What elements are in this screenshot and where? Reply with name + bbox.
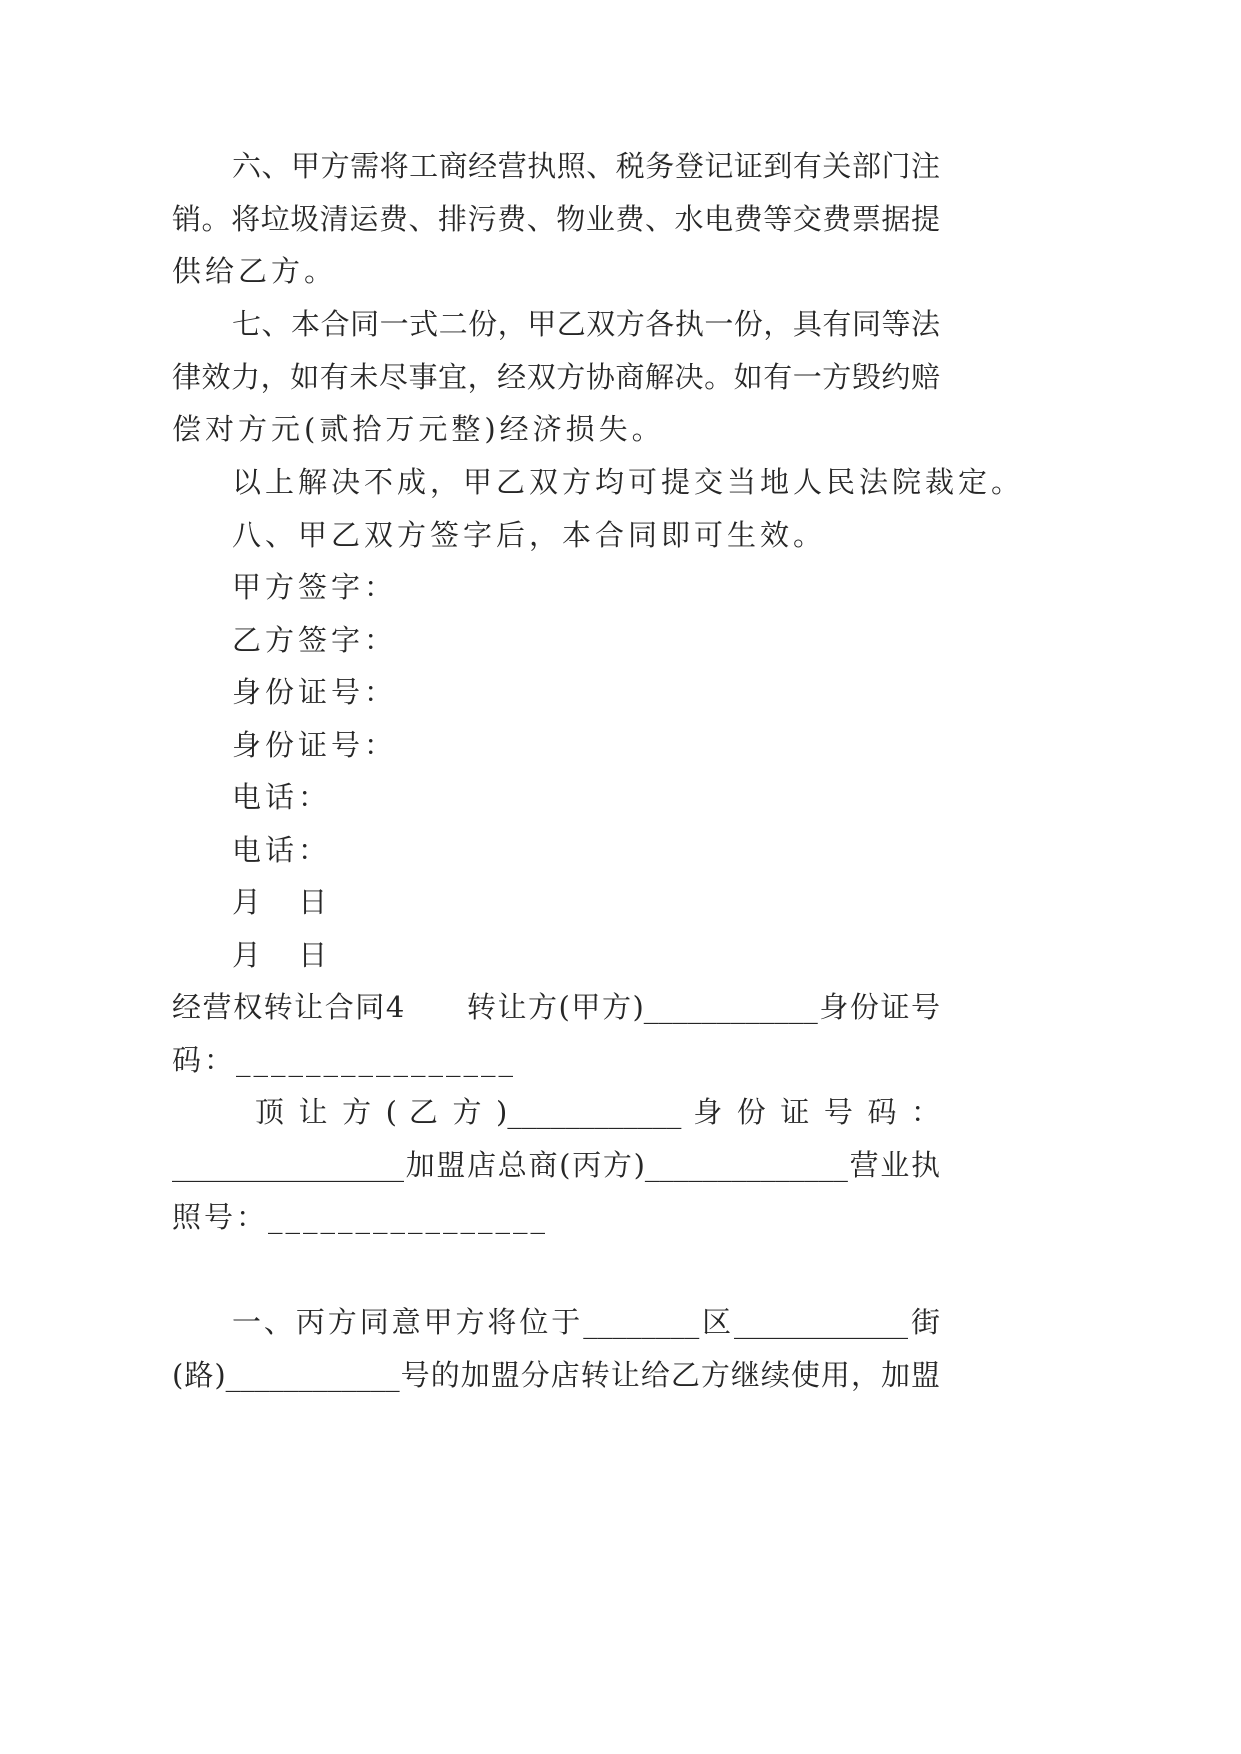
article-1-line-1: 一、丙方同意甲方将位于________区____________街 xyxy=(232,1305,940,1339)
article-1-line-2: (路)____________号的加盟分店转让给乙方继续使用，加盟 xyxy=(172,1358,940,1392)
contract-4-id-line: 码：________________ xyxy=(172,1043,517,1077)
clause-7-line-3: 偿对方元(贰拾万元整)经济损失。 xyxy=(172,412,665,446)
date-label-b: 月 日 xyxy=(232,938,342,972)
clause-7-line-1: 七、本合同一式二份，甲乙双方各执一份，具有同等法 xyxy=(232,307,940,341)
clause-6-line-1: 六、甲方需将工商经营执照、税务登记证到有关部门注 xyxy=(232,149,940,183)
party-a-signature-label: 甲方签字： xyxy=(232,570,398,604)
contract-4-heading-line: 经营权转让合同4 转让方(甲方)____________身份证号 xyxy=(172,990,940,1024)
clause-7-line-2: 律效力，如有未尽事宜，经双方协商解决。如有一方毁约赔 xyxy=(172,360,940,394)
date-label-a: 月 日 xyxy=(232,885,342,919)
assignee-line: 顶 让 方 ( 乙 方 )____________ 身 份 证 号 码 ： xyxy=(255,1095,940,1129)
id-number-label-b: 身份证号： xyxy=(232,728,398,762)
clause-8-line: 八、甲乙双方签字后，本合同即可生效。 xyxy=(232,518,827,552)
clause-6-line-3: 供给乙方。 xyxy=(172,254,338,288)
dispute-resolution-line: 以上解决不成，甲乙双方均可提交当地人民法院裁定。 xyxy=(232,465,1025,499)
clause-6-line-2: 销。将垃圾清运费、排污费、物业费、水电费等交费票据提 xyxy=(172,202,940,236)
phone-label-b: 电话： xyxy=(232,833,332,867)
business-license-line: 照号：________________ xyxy=(172,1200,549,1234)
phone-label-a: 电话： xyxy=(232,780,332,814)
id-number-label-a: 身份证号： xyxy=(232,675,398,709)
franchisor-line: ________________加盟店总商(丙方)______________营业执 xyxy=(172,1148,940,1182)
party-b-signature-label: 乙方签字： xyxy=(232,623,398,657)
